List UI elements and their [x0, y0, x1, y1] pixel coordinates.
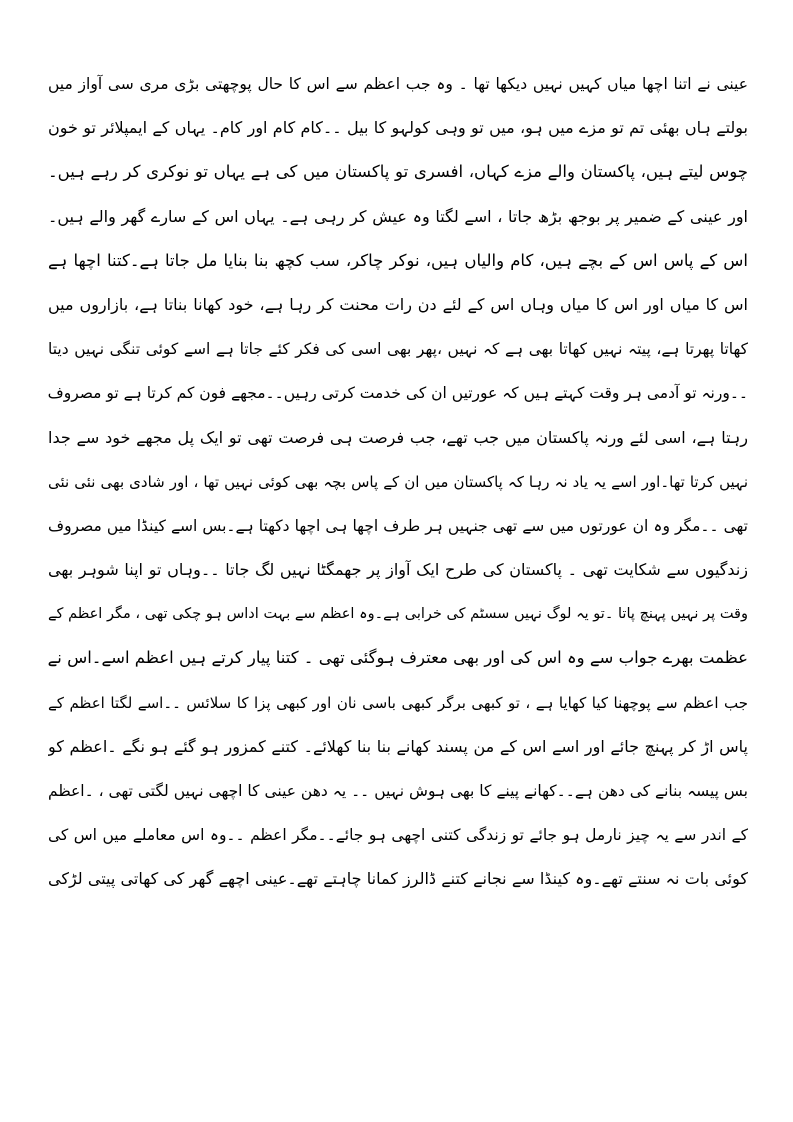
text-line: ۔۔ورنہ تو آدمی ہر وقت کہتے ہیں کہ عورتیں ان کی خدمت کرتی رہیں۔۔مجھے فون کم کرتا ہے تو مصروف: [48, 384, 748, 403]
text-line: تھی ۔۔مگر وہ ان عورتوں میں سے تھی جنہیں ہر طرف اچھا ہی اچھا دکھتا ہے۔بس اسے کینڈا میں مصروف: [48, 516, 748, 535]
text-line: چوس لیتے ہیں، پاکستان والے مزے کہاں، افسری تو پاکستان میں کی ہے یہاں تو نوکری کر رہے ہیں۔: [48, 162, 748, 182]
text-line: نہیں کرتا تھا۔اور اسے یہ یاد نہ رہا کہ پاکستان میں ان کے پاس بچہ بھی کوئی نہیں تھا ، اور شادی بھی نئی نئی: [48, 472, 748, 491]
text-line: رہتا ہے، اسی لئے ورنہ پاکستان میں جب تھے، جب فرصت ہی فرصت تھی تو ایک پل مجھے خود سے جدا: [48, 427, 748, 447]
text-line: کوئی بات نہ سنتے تھے۔وہ کینڈا سے نجانے کتنے ڈالرز کمانا چاہتے تھے۔عینی اچھے گھر کی کھاتی پیتی لڑکی: [48, 869, 748, 889]
text-line: عظمت بھرے جواب سے وہ اس کی اور بھی معترف ہوگئی تھی ۔ کتنا پیار کرتے ہیں اعظم اسے۔اس نے: [48, 648, 748, 668]
text-line: کھاتا پھرتا ہے، پیتہ نہیں کھاتا بھی ہے کہ نہیں ،پھر بھی اسی کی فکر کئے جاتا ہے اسے کوئی تنگی نہیں دیتا: [48, 340, 748, 359]
text-line: جب اعظم سے پوچھنا کیا کھایا ہے ، تو کبھی برگر کبھی باسی نان اور کبھی پزا کا سلائس ۔۔اسے لگتا اعظم کے: [48, 693, 748, 712]
text-line: وقت پر نہیں پہنچ پاتا ۔تو یہ لوگ نہیں سسٹم کی خرابی ہے۔وہ اعظم سے بہت اداس ہو چکی تھی ، مگر اعظم کے: [48, 606, 748, 623]
document-page: [48, 62, 748, 902]
text-line: زندگیوں سے شکایت تھی ۔ پاکستان کی طرح ایک آواز پر جھمگٹا نہیں لگ جاتا ۔۔وہاں تو اپنا شوہر بھی: [48, 560, 748, 580]
text-line: اس کا میاں اور اس کا میاں وہاں اس کے لئے دن رات محنت کر رہا ہے، خود کھانا بناتا ہے، بازاروں میں: [48, 294, 748, 314]
text-line: اس کے پاس اس کے بچے ہیں، کام والیاں ہیں، نوکر چاکر، سب کچھ بنا بنایا مل جاتا ہے۔کتنا اچھا ہے: [48, 250, 748, 270]
text-line: عینی نے اتنا اچھا میاں کہیں نہیں دیکھا تھا ۔ وہ جب اعظم سے اس کا حال پوچھتی بڑی مری سی آواز میں: [48, 75, 748, 93]
text-line: بولتے ہاں بھئی تم تو مزے میں ہو، میں تو وہی کولہو کا بیل ۔۔کام کام اور کام۔ یہاں کے ایمپلائر تو خون: [48, 118, 748, 138]
text-line: کے اندر سے یہ چیز نارمل ہو جائے تو زندگی کتنی اچھی ہو جائے۔۔مگر اعظم ۔۔وہ اس معاملے میں اس کی: [48, 826, 748, 845]
text-line: پاس اڑ کر پہنچ جائے اور اسے اس کے من پسند کھانے بنا بنا کھلائے۔ کتنے کمزور ہو گئے ہو نگے ۔اعظم کو: [48, 736, 748, 756]
text-line: اور عینی کے ضمیر پر بوجھ بڑھ جاتا ، اسے لگتا وہ عیش کر رہی ہے۔ یہاں اس کے سارے گھر والے ہیں۔: [48, 206, 748, 226]
text-line: بس پیسہ بنانے کی دھن ہے۔۔کھانے پینے کا بھی ہوش نہیں ۔۔ یہ دھن عینی کا اچھی نہیں لگتی تھی ، ۔اعظم: [48, 782, 748, 800]
